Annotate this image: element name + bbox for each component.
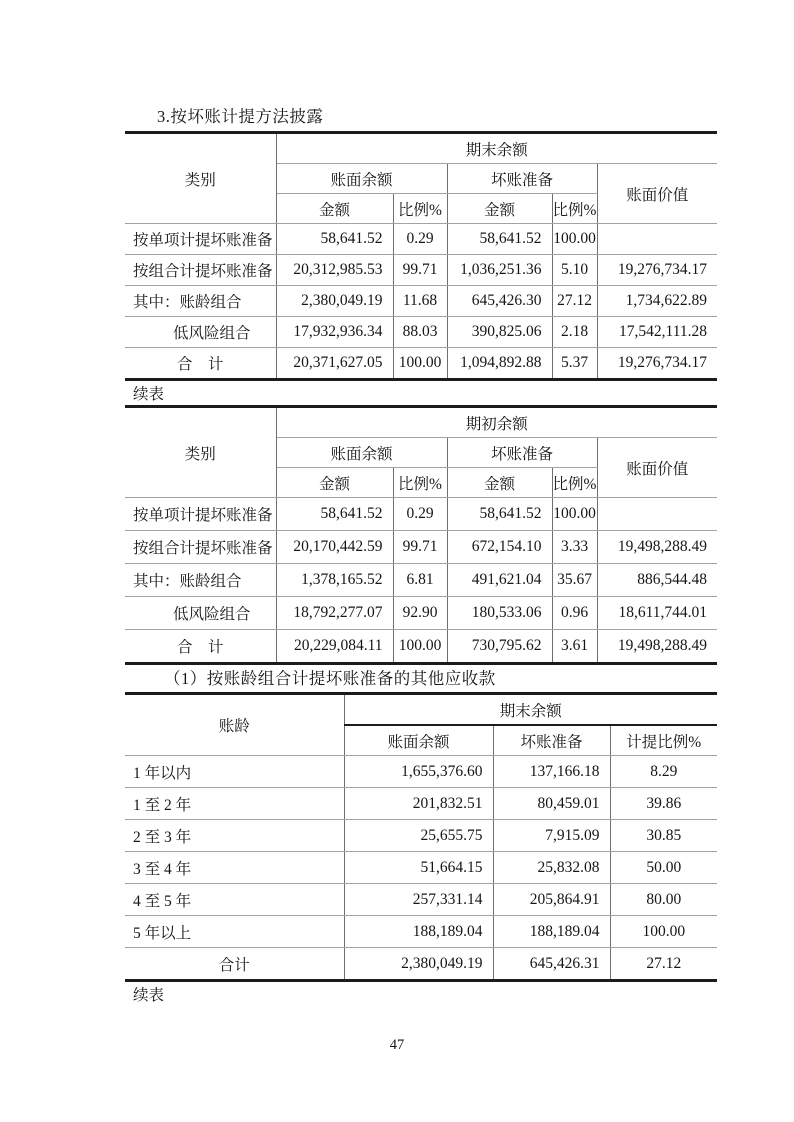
cell-bad-debt-amount: 1,094,892.88 (447, 348, 552, 380)
cell-bad-debt-ratio: 5.37 (552, 348, 597, 380)
table-header (125, 407, 717, 498)
header-provision-ratio: 计提比例% (610, 725, 717, 756)
cell-bad-debt-amount: 58,641.52 (447, 498, 552, 531)
table-row (125, 884, 717, 916)
cell-book-balance-ratio: 11.68 (393, 286, 447, 317)
cell-book-balance: 25,655.75 (344, 820, 493, 852)
table-row (125, 317, 717, 348)
cell-book-balance-amount: 17,932,936.34 (276, 317, 393, 348)
cell-book-balance: 2,380,049.19 (344, 948, 493, 981)
cell-book-value: 886,544.48 (597, 564, 717, 597)
header-ratio: 比例% (552, 194, 597, 224)
cell-category: 合 计 (125, 348, 276, 380)
table-body (125, 756, 717, 981)
cell-book-value: 18,611,744.01 (597, 597, 717, 630)
cell-bad-debt-provision: 80,459.01 (493, 788, 610, 820)
cell-bad-debt-provision: 188,189.04 (493, 916, 610, 948)
cell-bad-debt-ratio: 3.33 (552, 531, 597, 564)
cell-book-balance: 257,331.14 (344, 884, 493, 916)
header-bad-debt-provision: 坏账准备 (447, 438, 597, 468)
cell-bad-debt-amount: 390,825.06 (447, 317, 552, 348)
cell-book-balance: 51,664.15 (344, 852, 493, 884)
cell-category: 按单项计提坏账准备 (125, 498, 276, 531)
cell-bad-debt-ratio: 0.96 (552, 597, 597, 630)
cell-book-balance-amount: 20,170,442.59 (276, 531, 393, 564)
table-row (125, 630, 717, 664)
table-row (125, 564, 717, 597)
cell-category: 按单项计提坏账准备 (125, 224, 276, 255)
cell-book-balance-ratio: 99.71 (393, 531, 447, 564)
header-row (125, 694, 717, 726)
header-amount: 金额 (447, 194, 552, 224)
header-category: 类别 (125, 133, 276, 224)
cell-bad-debt-ratio: 100.00 (552, 224, 597, 255)
table-row (125, 531, 717, 564)
cell-bad-debt-amount: 645,426.30 (447, 286, 552, 317)
header-amount: 金额 (276, 194, 393, 224)
table-row (125, 820, 717, 852)
cell-bad-debt-ratio: 2.18 (552, 317, 597, 348)
cell-book-value: 1,734,622.89 (597, 286, 717, 317)
header-period-ending: 期末余额 (344, 694, 717, 726)
cell-bad-debt-provision: 137,166.18 (493, 756, 610, 788)
continued-table-label: 续表 (133, 386, 165, 403)
cell-bad-debt-ratio: 27.12 (552, 286, 597, 317)
cell-book-balance: 1,655,376.60 (344, 756, 493, 788)
table-row (125, 498, 717, 531)
cell-bad-debt-ratio: 35.67 (552, 564, 597, 597)
header-period-ending: 期末余额 (276, 133, 717, 164)
cell-book-balance-ratio: 0.29 (393, 224, 447, 255)
cell-book-balance-ratio: 99.71 (393, 255, 447, 286)
table-body (125, 224, 717, 380)
cell-book-value: 19,276,734.17 (597, 348, 717, 380)
cell-book-balance: 188,189.04 (344, 916, 493, 948)
header-book-value: 账面价值 (597, 164, 717, 224)
cell-book-balance-amount: 58,641.52 (276, 224, 393, 255)
cell-book-balance-ratio: 0.29 (393, 498, 447, 531)
header-bad-debt-provision: 坏账准备 (493, 725, 610, 756)
beginning-balance-table (125, 405, 717, 665)
header-amount: 金额 (447, 468, 552, 498)
cell-aging: 5 年以上 (125, 916, 344, 948)
cell-bad-debt-amount: 180,533.06 (447, 597, 552, 630)
cell-book-value: 17,542,111.28 (597, 317, 717, 348)
table-row (125, 788, 717, 820)
header-row (125, 133, 717, 164)
cell-bad-debt-amount: 730,795.62 (447, 630, 552, 664)
cell-category: 低风险组合 (125, 597, 276, 630)
table-row (125, 852, 717, 884)
aging-analysis-table (125, 692, 717, 982)
cell-aging: 4 至 5 年 (125, 884, 344, 916)
header-book-balance: 账面余额 (344, 725, 493, 756)
cell-provision-ratio: 80.00 (610, 884, 717, 916)
cell-provision-ratio: 100.00 (610, 916, 717, 948)
table-row (125, 597, 717, 630)
header-ratio: 比例% (393, 194, 447, 224)
cell-book-balance-ratio: 6.81 (393, 564, 447, 597)
header-book-balance: 账面余额 (276, 438, 447, 468)
table-row (125, 224, 717, 255)
cell-category: 其中：账龄组合 (125, 564, 276, 597)
cell-book-value (597, 498, 717, 531)
header-book-balance: 账面余额 (276, 164, 447, 194)
header-bad-debt-provision: 坏账准备 (447, 164, 597, 194)
table-header (125, 133, 717, 224)
cell-book-balance: 201,832.51 (344, 788, 493, 820)
cell-bad-debt-ratio: 3.61 (552, 630, 597, 664)
section-title: 3.按坏账计提方法披露 (157, 107, 324, 126)
cell-book-balance-amount: 2,380,049.19 (276, 286, 393, 317)
table-body (125, 498, 717, 664)
cell-category: 按组合计提坏账准备 (125, 255, 276, 286)
header-ratio: 比例% (393, 468, 447, 498)
cell-book-value: 19,276,734.17 (597, 255, 717, 286)
cell-book-value (597, 224, 717, 255)
cell-bad-debt-amount: 58,641.52 (447, 224, 552, 255)
page-number: 47 (389, 1037, 405, 1053)
table-row (125, 255, 717, 286)
table-header (125, 694, 717, 756)
header-category: 类别 (125, 407, 276, 498)
cell-aging: 3 至 4 年 (125, 852, 344, 884)
cell-book-value: 19,498,288.49 (597, 531, 717, 564)
cell-aging: 1 至 2 年 (125, 788, 344, 820)
cell-category: 低风险组合 (125, 317, 276, 348)
cell-bad-debt-provision: 645,426.31 (493, 948, 610, 981)
cell-provision-ratio: 30.85 (610, 820, 717, 852)
cell-bad-debt-amount: 491,621.04 (447, 564, 552, 597)
header-row (125, 407, 717, 438)
cell-book-balance-amount: 20,371,627.05 (276, 348, 393, 380)
cell-book-balance-ratio: 88.03 (393, 317, 447, 348)
cell-aging: 合计 (125, 948, 344, 981)
header-ratio: 比例% (552, 468, 597, 498)
cell-category: 合 计 (125, 630, 276, 664)
table-row (125, 948, 717, 981)
cell-book-balance-amount: 20,229,084.11 (276, 630, 393, 664)
cell-book-balance-amount: 1,378,165.52 (276, 564, 393, 597)
cell-book-balance-ratio: 100.00 (393, 630, 447, 664)
cell-aging: 1 年以内 (125, 756, 344, 788)
cell-book-balance-amount: 58,641.52 (276, 498, 393, 531)
subsection-title: （1）按账龄组合计提坏账准备的其他应收款 (164, 669, 496, 688)
ending-balance-table (125, 131, 717, 381)
cell-bad-debt-amount: 1,036,251.36 (447, 255, 552, 286)
cell-category: 其中：账龄组合 (125, 286, 276, 317)
header-aging: 账龄 (125, 694, 344, 756)
cell-category: 按组合计提坏账准备 (125, 531, 276, 564)
cell-book-balance-ratio: 92.90 (393, 597, 447, 630)
cell-book-balance-amount: 18,792,277.07 (276, 597, 393, 630)
cell-book-balance-amount: 20,312,985.53 (276, 255, 393, 286)
cell-book-balance-ratio: 100.00 (393, 348, 447, 380)
table-row (125, 348, 717, 380)
table-row (125, 286, 717, 317)
cell-bad-debt-provision: 25,832.08 (493, 852, 610, 884)
cell-bad-debt-provision: 7,915.09 (493, 820, 610, 852)
cell-aging: 2 至 3 年 (125, 820, 344, 852)
cell-provision-ratio: 50.00 (610, 852, 717, 884)
header-book-value: 账面价值 (597, 438, 717, 498)
cell-provision-ratio: 27.12 (610, 948, 717, 981)
cell-provision-ratio: 8.29 (610, 756, 717, 788)
table-row (125, 916, 717, 948)
cell-bad-debt-provision: 205,864.91 (493, 884, 610, 916)
continued-table-label: 续表 (133, 987, 165, 1004)
cell-bad-debt-amount: 672,154.10 (447, 531, 552, 564)
cell-book-value: 19,498,288.49 (597, 630, 717, 664)
header-amount: 金额 (276, 468, 393, 498)
table-row (125, 756, 717, 788)
header-period-beginning: 期初余额 (276, 407, 717, 438)
cell-bad-debt-ratio: 100.00 (552, 498, 597, 531)
cell-bad-debt-ratio: 5.10 (552, 255, 597, 286)
cell-provision-ratio: 39.86 (610, 788, 717, 820)
